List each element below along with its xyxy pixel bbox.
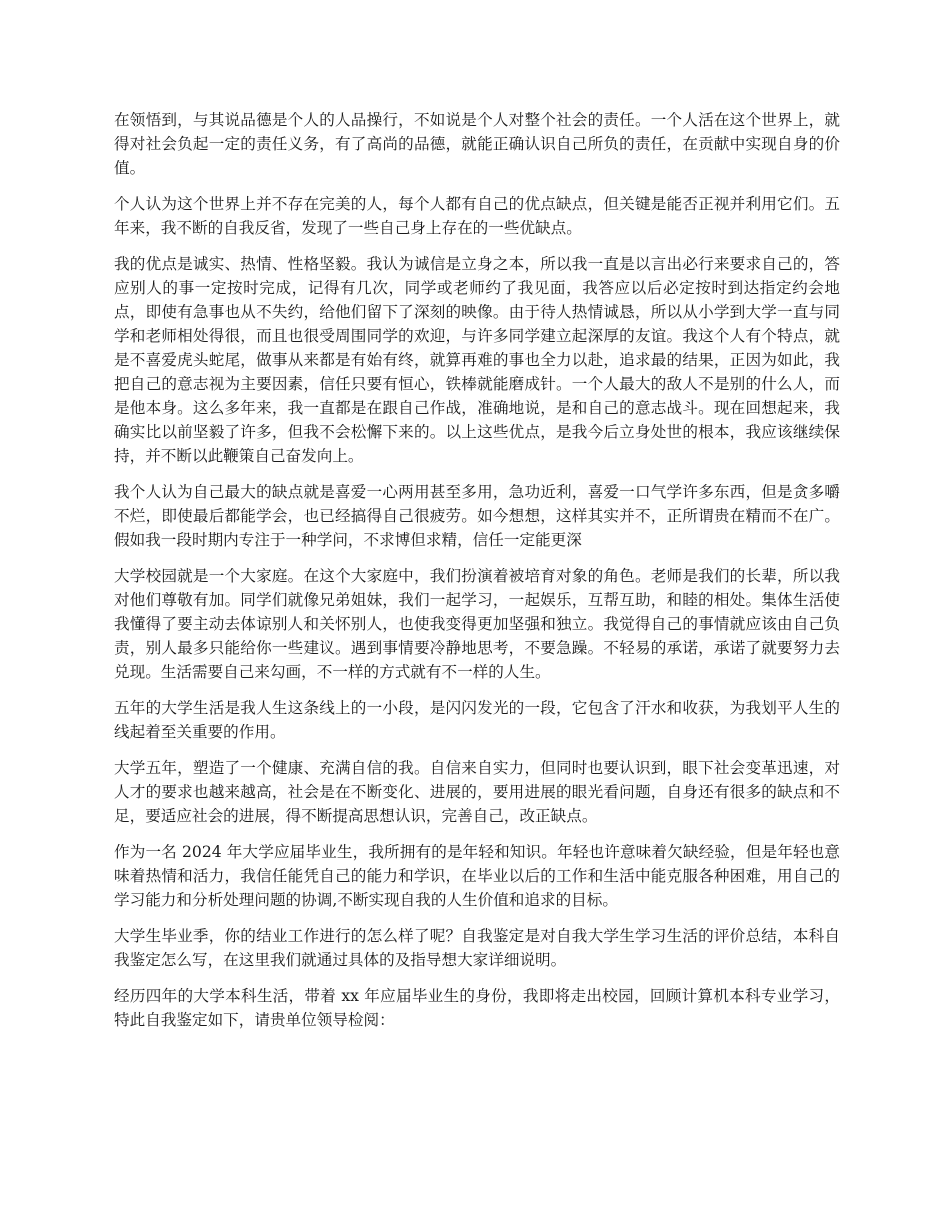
paragraph-5: 大学校园就是一个大家庭。在这个大家庭中，我们扮演着被培育对象的角色。老师是我们的长辈，所以我对他们尊敬有加。同学们就像兄弟姐妹，我们一起学习，一起娱乐，互帮互助，和睦的相处。集体生活使我懂得了要主动去体谅别人和关怀别人，也使我变得更加坚强和独立。我觉得自己的事情就应该由自己负责，别人最多只能给你一些建议。遇到事情要冷静地思考，不要急躁。不轻易的承诺，承诺了就要努力去兑现。生活需要自己来勾画，不一样的方式就有不一样的人生。 [114, 567, 840, 681]
paragraph-9: 大学生毕业季，你的结业工作进行的怎么样了呢？自我鉴定是对自我大学生学习生活的评价总结，本科自我鉴定怎么写，在这里我们就通过具体的及指导想大家详细说明。 [114, 927, 840, 969]
paragraph-4: 我个人认为自己最大的缺点就是喜爱一心两用甚至多用，急功近利，喜爱一口气学许多东西，但是贪多嚼不烂，即使最后都能学会，也已经搞得自己很疲劳。如今想想，这样其实并不，正所谓贵在精而不在广。假如我一段时期内专注于一种学问，不求博但求精，信任一定能更深 [114, 483, 840, 549]
paragraph-6: 五年的大学生活是我人生这条线上的一小段，是闪闪发光的一段，它包含了汗水和收获，为我划平人生的线起着至关重要的作用。 [114, 699, 840, 741]
document-body [114, 108, 840, 1044]
paragraph-10: 经历四年的大学本科生活，带着 xx 年应届毕业生的身份，我即将走出校园，回顾计算机本科专业学习，特此自我鉴定如下，请贵单位领导检阅： [114, 987, 840, 1029]
paragraph-7: 大学五年，塑造了一个健康、充满自信的我。自信来自实力，但同时也要认识到，眼下社会变革迅速，对人才的要求也越来越高，社会是在不断变化、进展的，要用进展的眼光看问题，自身还有很多的缺点和不足，要适应社会的进展，得不断提高思想认识，完善自己，改正缺点。 [114, 759, 840, 825]
paragraph-8: 作为一名 2024 年大学应届毕业生，我所拥有的是年轻和知识。年轻也许意味着欠缺经验，但是年轻也意味着热情和活力，我信任能凭自己的能力和学识，在毕业以后的工作和生活中能克服各种困难，用自己的学习能力和分析处理问题的协调,不断实现自我的人生价值和追求的目标。 [114, 843, 840, 909]
paragraph-2: 个人认为这个世界上并不存在完美的人，每个人都有自己的优点缺点，但关键是能否正视并利用它们。五年来，我不断的自我反省，发现了一些自己身上存在的一些优缺点。 [114, 195, 840, 237]
paragraph-3: 我的优点是诚实、热情、性格坚毅。我认为诚信是立身之本，所以我一直是以言出必行来要求自己的，答应别人的事一定按时完成，记得有几次，同学或老师约了我见面，我答应以后必定按时到达指定约会地点，即使有急事也从不失约，给他们留下了深刻的映像。由于待人热情诚恳，所以从小学到大学一直与同学和老师相处得很，而且也很受周围同学的欢迎，与许多同学建立起深厚的友谊。我这个人有个特点，就是不喜爱虎头蛇尾，做事从来都是有始有终，就算再难的事也全力以赴，追求最的结果，正因为如此，我把自己的意志视为主要因素，信任只要有恒心，铁棒就能磨成针。一个人最大的敌人不是别的什么人，而是他本身。这么多年来，我一直都是在跟自己作战，准确地说，是和自己的意志战斗。现在回想起来，我确实比以前坚毅了许多，但我不会松懈下来的。以上这些优点，是我今后立身处世的根本，我应该继续保持，并不断以此鞭策自己奋发向上。 [114, 255, 840, 465]
paragraph-1: 在领悟到，与其说品德是个人的人品操行，不如说是个人对整个社会的责任。一个人活在这个世界上，就得对社会负起一定的责任义务，有了高尚的品德，就能正确认识自己所负的责任，在贡献中实现自身的价值。 [114, 111, 840, 177]
